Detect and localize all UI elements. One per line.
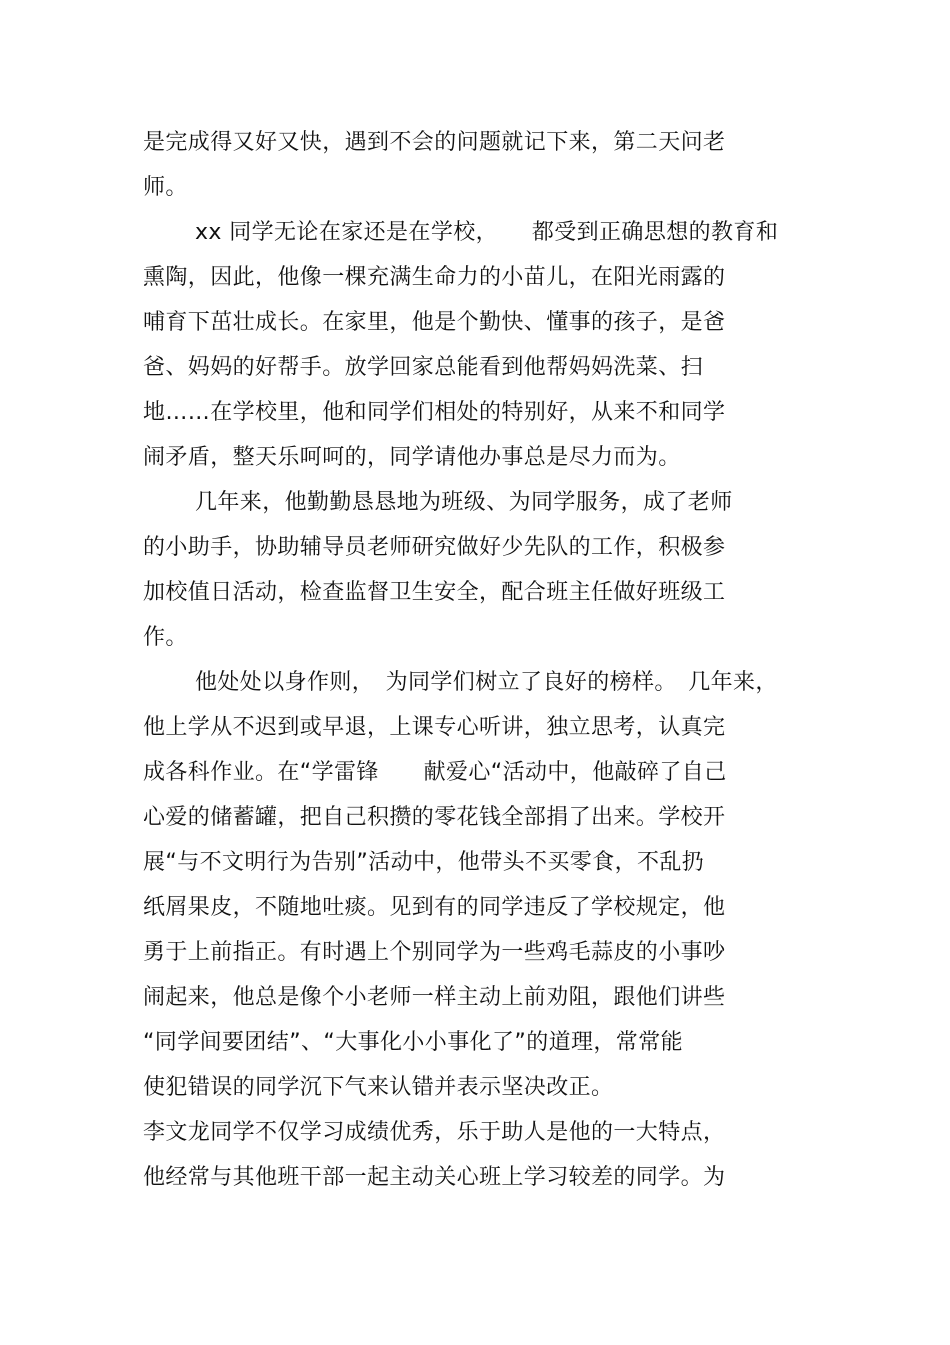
text-line: “同学间要团结”、“大事化小小事化了”的道理，常常能	[143, 1030, 683, 1055]
text-line: 师。	[143, 175, 188, 200]
paragraph-first-line: 几年来，他勤勤恳恳地为班级、为同学服务，成了老师	[195, 490, 733, 515]
text-line: 爸、妈妈的好帮手。放学回家总能看到他帮妈妈洗菜、扫	[143, 355, 704, 380]
paragraph-first-line: 李文龙同学不仅学习成绩优秀，乐于助人是他的一大特点，	[143, 1120, 726, 1145]
text-line: 熏陶，因此，他像一棵充满生命力的小苗儿，在阳光雨露的	[143, 265, 726, 290]
text-line: 心爱的储蓄罐，把自己积攒的零花钱全部捐了出来。学校开	[143, 805, 726, 830]
text-line: 哺育下茁壮成长。在家里，他是个勤快、懂事的孩子，是爸	[143, 310, 726, 335]
text-line: 闹矛盾，整天乐呵呵的，同学请他办事总是尽力而为。	[143, 445, 681, 470]
text-line: 的小助手，协助辅导员老师研究做好少先队的工作，积极参	[143, 535, 726, 560]
text-line: 勇于上前指正。有时遇上个别同学为一些鸡毛蒜皮的小事吵	[143, 940, 726, 965]
text-line: 是完成得又好又快，遇到不会的问题就记下来，第二天问老	[143, 130, 726, 155]
text-line: 他经常与其他班干部一起主动关心班上学习较差的同学。为	[143, 1165, 726, 1190]
text-line: 作。	[143, 625, 188, 650]
text-line: 加校值日活动，检查监督卫生安全，配合班主任做好班级工	[143, 580, 726, 605]
text-line: 闹起来，他总是像个小老师一样主动上前劝阻，跟他们讲些	[143, 985, 726, 1010]
text-line: 成各科作业。在“学雷锋 献爱心“活动中，他敲碎了自己	[143, 760, 727, 785]
text-line: 使犯错误的同学沉下气来认错并表示坚决改正。	[143, 1075, 614, 1100]
text-line: 他上学从不迟到或早退，上课专心听讲，独立思考，认真完	[143, 715, 726, 740]
paragraph-first-line: 他处处以身作则， 为同学们树立了良好的榜样。 几年来，	[195, 670, 778, 695]
text-line: 展“与不文明行为告别”活动中，他带头不买零食，不乱扔	[143, 850, 705, 875]
text-line: 纸屑果皮，不随地吐痰。见到有的同学违反了学校规定，他	[143, 895, 726, 920]
paragraph-first-line: xx 同学无论在家还是在学校， 都受到正确思想的教育和	[195, 220, 779, 245]
text-line: 地……在学校里，他和同学们相处的特别好，从来不和同学	[143, 400, 726, 425]
